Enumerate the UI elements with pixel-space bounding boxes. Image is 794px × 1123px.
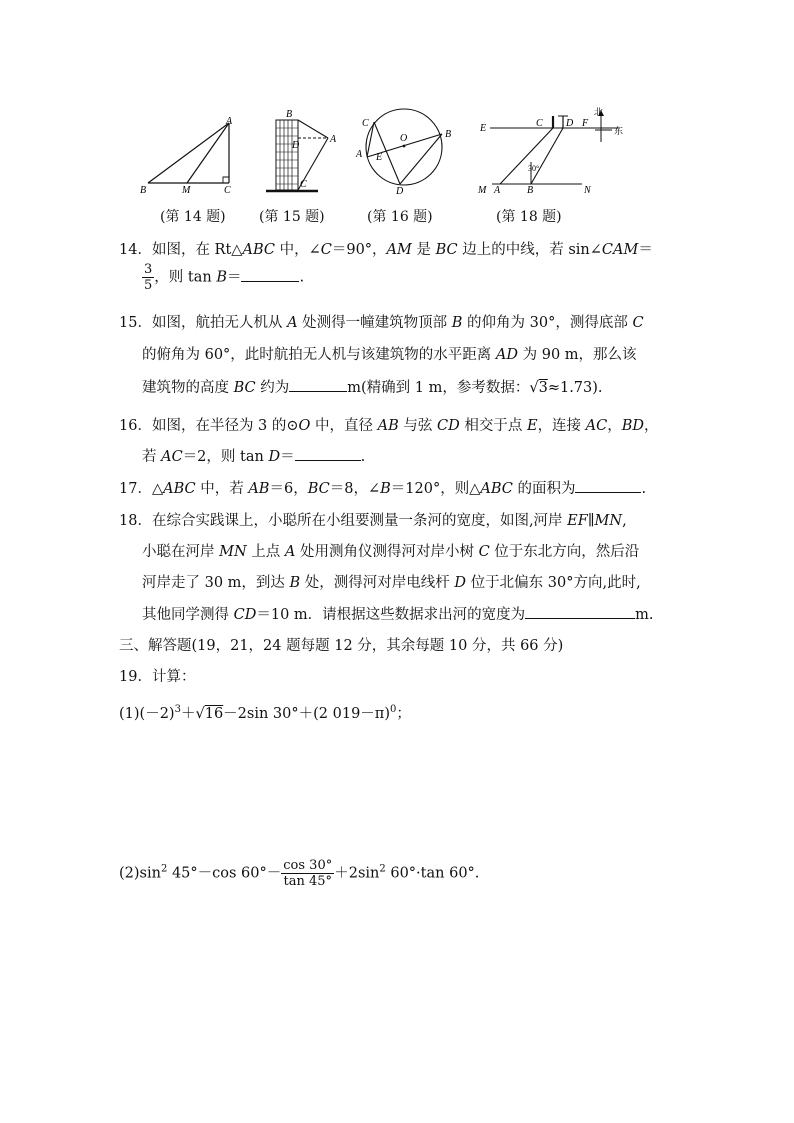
question-14-line-2: $\frac{3}{5}$ ，则 tan B＝ . — [144, 262, 305, 293]
figure-15-caption: (第 15 题) — [259, 209, 325, 225]
figure-15 — [262, 106, 352, 198]
figure-14-diagram — [138, 112, 243, 198]
fig18-label-D: D — [566, 118, 574, 129]
figure-16 — [352, 104, 456, 198]
question-18-line-3: 河岸走了 30 m，到达 B 处，测得河对岸电线杆 D 位于北偏东 30°方向,此时, — [142, 575, 641, 591]
fig16-label-B: B — [445, 129, 452, 140]
figure-14-caption: (第 14 题) — [160, 209, 226, 225]
figure-18-caption: (第 18 题) — [496, 209, 562, 225]
fig18-label-B: B — [527, 185, 534, 196]
fig15-label-A: A — [330, 134, 337, 145]
fig14-label-C: C — [224, 185, 231, 196]
fig18-label-A: A — [494, 185, 501, 196]
figure-16-caption: (第 16 题) — [367, 209, 433, 225]
answer-blank-17[interactable] — [575, 478, 641, 493]
answer-blank-18[interactable] — [525, 604, 635, 619]
fig16-label-A: A — [356, 149, 363, 160]
fig18-label-F: F — [582, 118, 589, 129]
question-19-part-2: $(2)\sin^2$ 45°－cos 60°－ $\frac{\cos 30^\circ}{\tan 45^\circ}$ $+2\sin^2$ 60°·tan 60°. — [119, 858, 480, 889]
fig16-label-D: D — [396, 186, 404, 197]
fig18-label-N: N — [584, 185, 591, 196]
question-19-title: 19．计算： — [119, 669, 196, 685]
question-16-line-2: 若 AC＝2，则 tan D＝ . — [142, 445, 365, 466]
figure-16-diagram — [352, 104, 456, 198]
fraction-3-5: $\frac{3}{5}$ — [144, 262, 153, 293]
fig18-label-angle: 30° — [528, 164, 540, 173]
fig16-label-O: O — [400, 133, 408, 144]
fig16-label-E: E — [376, 152, 383, 163]
fig16-label-C: C — [362, 118, 369, 129]
fig14-label-B: B — [140, 185, 147, 196]
figure-18-diagram — [472, 106, 642, 198]
question-18-line-1: 18．在综合实践课上，小聪所在小组要测量一条河的宽度，如图,河岸 EF∥MN, — [119, 513, 627, 529]
answer-blank-16[interactable] — [295, 446, 361, 461]
fig14-label-M: M — [182, 185, 191, 196]
section-3-heading: 三、解答题(19，21，24 题每题 12 分，其余每题 10 分，共 66 分) — [119, 638, 564, 654]
fig18-label-east: 东 — [614, 126, 624, 136]
question-17: 17．△ABC 中，若 AB＝6，BC＝8，∠B＝120°，则△ABC 的面积为 . — [119, 477, 646, 498]
fraction-cos30-tan45: $\frac{\cos 30^\circ}{\tan 45^\circ}$ — [283, 858, 333, 889]
fig15-label-C: C — [300, 179, 307, 190]
fig15-label-D: D — [292, 140, 300, 151]
figure-15-diagram — [262, 106, 352, 198]
answer-blank-14[interactable] — [241, 267, 299, 282]
question-18-line-4: 其他同学测得 CD＝10 m．请根据这些数据求出河的宽度为 m. — [142, 603, 654, 624]
question-15-line-1: 15．如图，航拍无人机从 A 处测得一幢建筑物顶部 B 的仰角为 30°，测得底部 C — [119, 315, 644, 331]
figure-14 — [138, 112, 243, 198]
answer-blank-15[interactable] — [289, 377, 347, 392]
figure-18 — [472, 106, 642, 198]
fig18-label-E: E — [480, 123, 487, 134]
fig15-label-B: B — [286, 109, 293, 120]
question-19-part-1: $(1)(-2)^3+√16-2\sin$ 30°＋(2 019－π)$^0$； — [119, 704, 411, 722]
question-15-line-3: 建筑物的高度 BC 约为 m(精确到 1 m，参考数据：√3≈1.73). — [142, 376, 603, 397]
question-18-line-2: 小聪在河岸 MN 上点 A 处用测角仪测得河对岸小树 C 位于东北方向，然后沿 — [142, 544, 640, 560]
fig18-label-north: 北 — [594, 107, 604, 117]
question-16-line-1: 16．如图，在半径为 3 的⊙O 中，直径 AB 与弦 CD 相交于点 E，连接 AC，BD， — [119, 418, 659, 434]
fig18-label-C: C — [536, 118, 543, 129]
fig14-label-A: A — [226, 116, 233, 127]
fig18-label-M: M — [478, 185, 487, 196]
question-14-line-1: 14．如图，在 Rt△ABC 中，∠C＝90°，AM 是 BC 边上的中线，若 sin∠CAM＝ — [119, 242, 653, 258]
question-15-line-2: 的俯角为 60°，此时航拍无人机与该建筑物的水平距离 AD 为 90 m，那么该 — [142, 347, 637, 363]
